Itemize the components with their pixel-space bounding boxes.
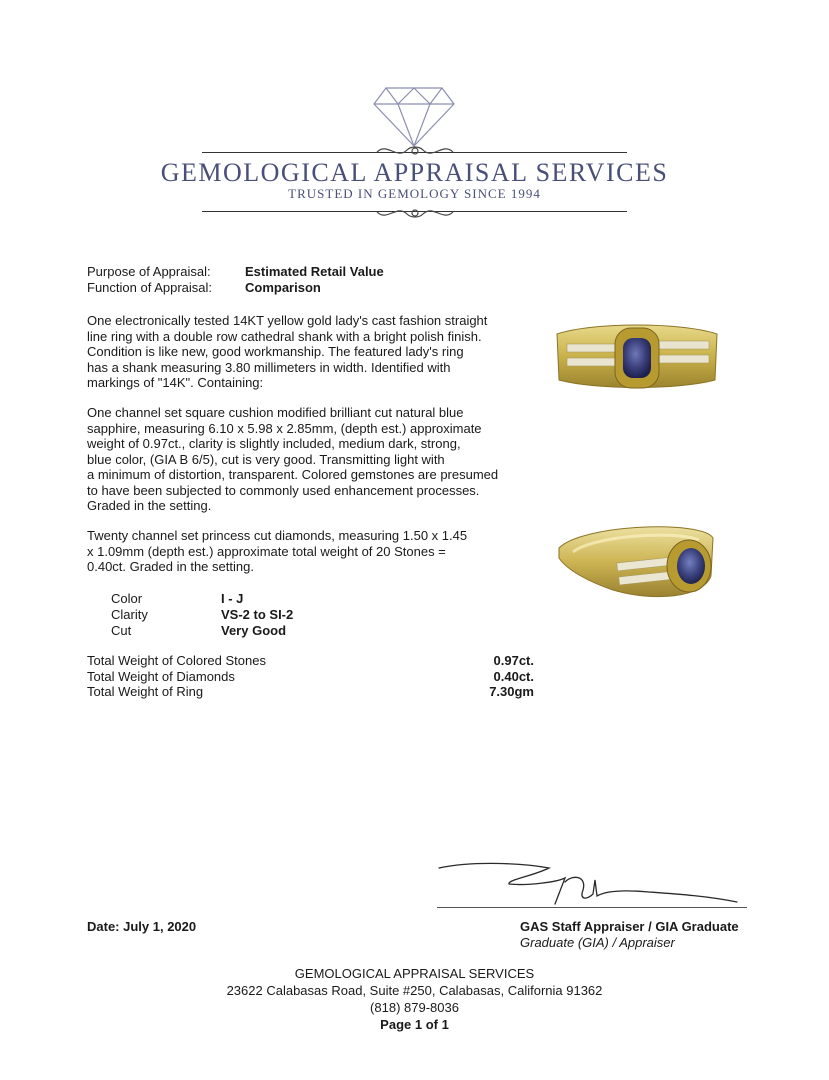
grade-label: Cut bbox=[111, 623, 132, 638]
total-row bbox=[87, 669, 534, 685]
appraisal-date: Date: July 1, 2020 bbox=[87, 919, 197, 934]
appraiser-subtitle: Graduate (GIA) / Appraiser bbox=[520, 935, 675, 950]
total-row bbox=[87, 653, 534, 669]
total-label: Total Weight of Diamonds bbox=[87, 668, 235, 684]
total-value: 0.40ct. bbox=[493, 668, 534, 684]
footer-address: 23622 Calabasas Road, Suite #250, Calabasas, California 91362 bbox=[226, 983, 603, 998]
grade-value: Very Good bbox=[221, 623, 287, 638]
total-label: Total Weight of Ring bbox=[87, 684, 204, 699]
para-line: Twenty channel set princess cut diamonds, measuring 1.50 x 1.45 bbox=[87, 528, 468, 543]
para-line: line ring with a double row cathedral shank with a bright polish finish. bbox=[87, 328, 482, 344]
ring-side-view-photo bbox=[553, 518, 719, 606]
appraiser-title: GAS Staff Appraiser / GIA Graduate bbox=[520, 919, 739, 934]
para-line: Condition is like new, good workmanship. The featured lady's ring bbox=[87, 344, 464, 359]
para-line: One electronically tested 14KT yellow gold lady's cast fashion straight bbox=[87, 313, 488, 328]
signature-line bbox=[437, 907, 747, 908]
grade-value: I - J bbox=[221, 591, 244, 606]
company-tagline: TRUSTED IN GEMOLOGY SINCE 1994 bbox=[288, 186, 541, 201]
purpose-label: Purpose of Appraisal: bbox=[87, 264, 211, 279]
footer-company: GEMOLOGICAL APPRAISAL SERVICES bbox=[294, 966, 535, 981]
para-line: blue color, (GIA B 6/5), cut is very good. Transmitting light with bbox=[87, 451, 445, 467]
flourish-bottom-icon bbox=[375, 202, 455, 224]
para-line: weight of 0.97ct., clarity is slightly included, medium dark, strong, bbox=[87, 436, 461, 451]
diamonds-description-paragraph bbox=[87, 528, 467, 575]
grade-row-color bbox=[111, 591, 243, 607]
grade-row-cut bbox=[111, 623, 286, 639]
total-value: 7.30gm bbox=[489, 684, 534, 699]
total-value: 0.97ct. bbox=[493, 653, 534, 668]
para-line: Graded in the setting. bbox=[87, 498, 212, 513]
company-name-title: GEMOLOGICAL APPRAISAL SERVICES bbox=[160, 158, 669, 187]
para-line: x 1.09mm (depth est.) approximate total weight of 20 Stones = bbox=[87, 543, 446, 559]
para-line: One channel set square cushion modified brilliant cut natural blue bbox=[87, 405, 464, 420]
para-line: markings of "14K". Containing: bbox=[87, 375, 264, 390]
diamond-outline-icon bbox=[372, 86, 456, 148]
grade-label: Clarity bbox=[111, 607, 148, 622]
para-line: sapphire, measuring 6.10 x 5.98 x 2.85mm, (depth est.) approximate bbox=[87, 420, 482, 436]
footer-phone: (818) 879-8036 bbox=[370, 1000, 459, 1015]
para-line: 0.40ct. Graded in the setting. bbox=[87, 559, 254, 574]
function-label: Function of Appraisal: bbox=[87, 280, 213, 295]
total-label: Total Weight of Colored Stones bbox=[87, 653, 266, 668]
totals-table bbox=[87, 653, 534, 700]
para-line: has a shank measuring 3.80 millimeters in width. Identified with bbox=[87, 359, 451, 375]
grade-label: Color bbox=[111, 591, 143, 606]
page-number: Page 1 of 1 bbox=[380, 1017, 449, 1032]
ring-description-paragraph bbox=[87, 313, 487, 391]
grade-value: VS-2 to SI-2 bbox=[221, 607, 294, 622]
purpose-row bbox=[87, 264, 384, 280]
grade-row-clarity bbox=[111, 607, 293, 623]
sapphire-description-paragraph bbox=[87, 405, 498, 514]
function-value: Comparison bbox=[245, 280, 321, 295]
para-line: a minimum of distortion, transparent. Colored gemstones are presumed bbox=[87, 467, 499, 482]
purpose-value: Estimated Retail Value bbox=[245, 264, 384, 279]
total-row bbox=[87, 684, 534, 700]
para-line: to have been subjected to commonly used enhancement processes. bbox=[87, 482, 480, 498]
ring-front-view-photo bbox=[553, 308, 721, 400]
function-row bbox=[87, 280, 321, 296]
